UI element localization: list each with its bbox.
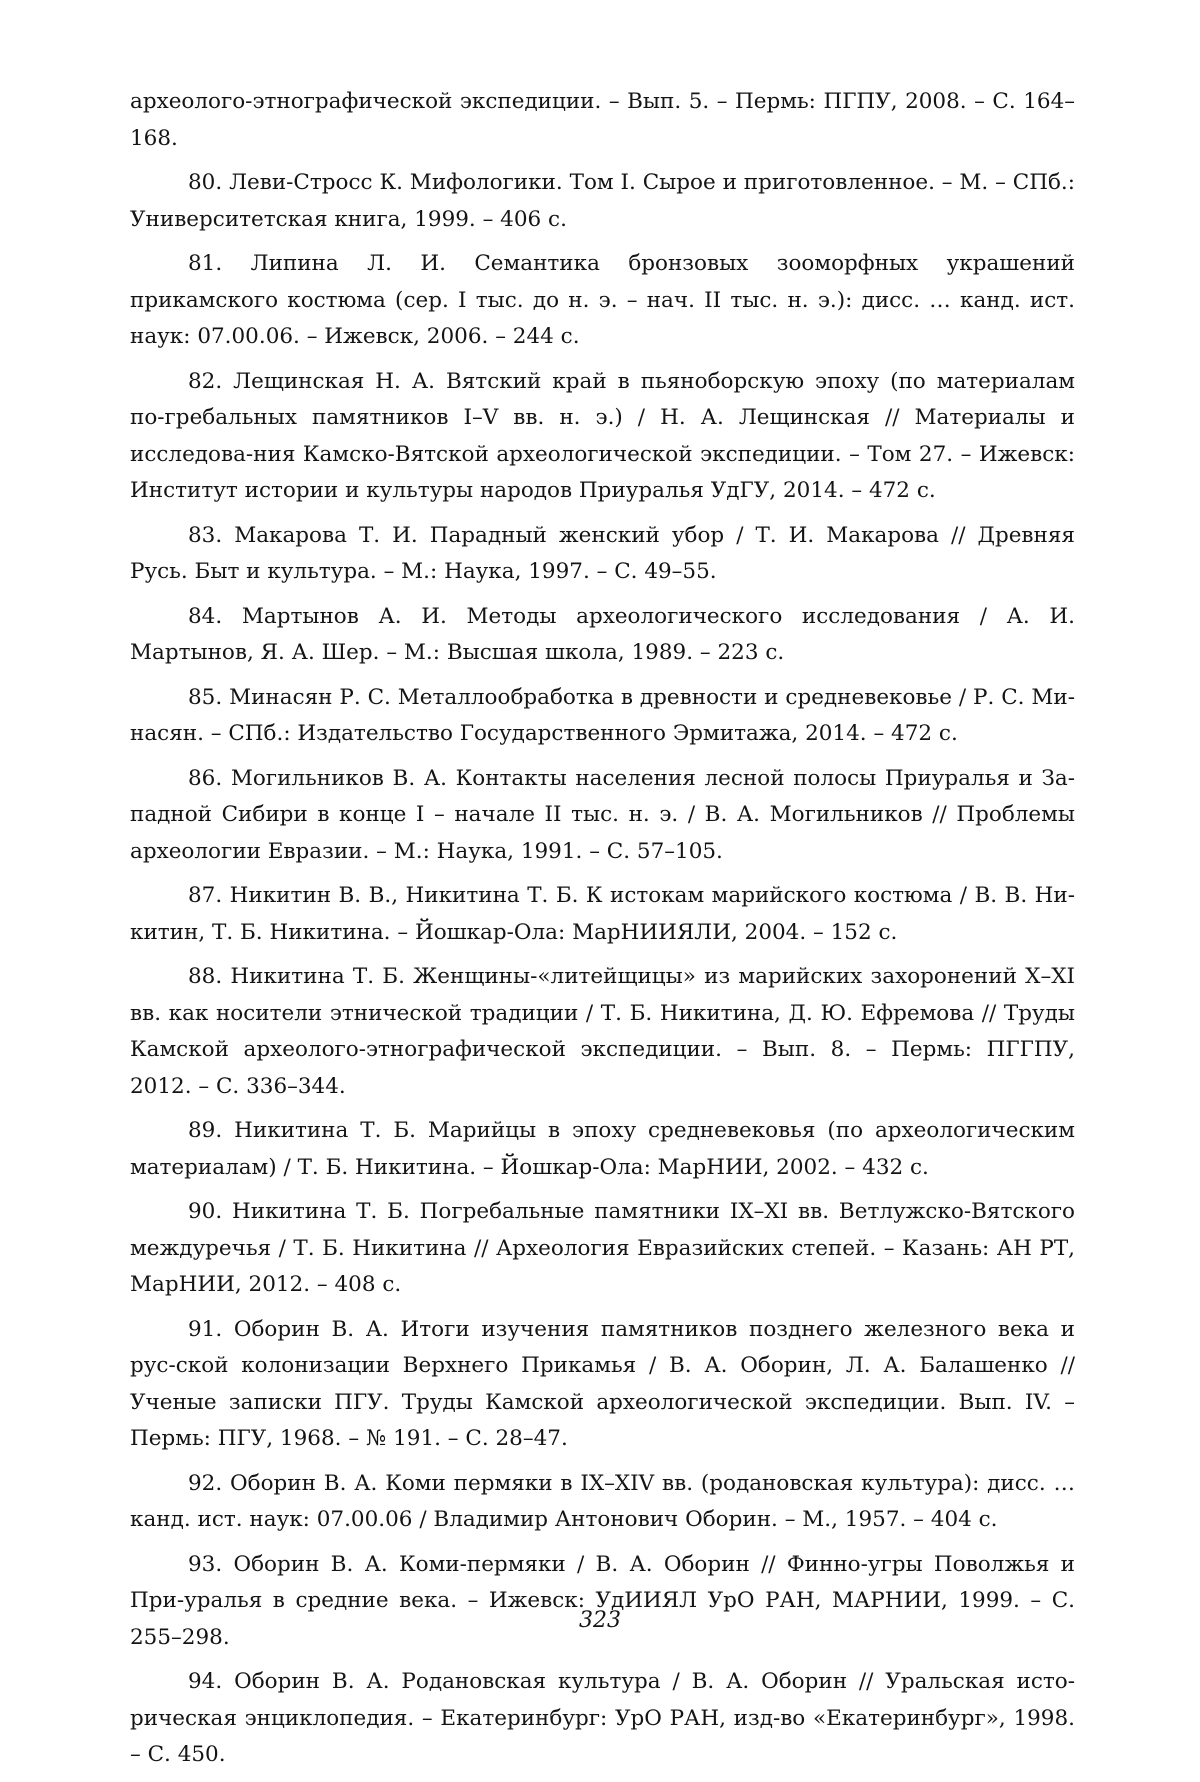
bibliography-entry-92: 92. Оборин В. А. Коми пермяки в IX–XIV вв. (родановская культура): дисс. … канд. ист. наук: 07.00.06 / Владимир Антонович Оборин. – М., 1957. – 404 с. — [130, 1470, 1075, 1532]
bibliography-entry-88: 88. Никитина Т. Б. Женщины-«литейщицы» из марийских захоронений X–XI вв. как носители этнической традиции / Т. Б. Никитина, Д. Ю. Ефремова // Труды Камской археолого-этнографической экспедиции. – Вып. 8. – Пермь: ПГГПУ, 2012. – С. 336–344. — [130, 964, 1075, 1099]
bibliography-entry-93: 93. Оборин В. А. Коми-пермяки / В. А. Оборин // Финно-угры Поволжья и При-уралья в средние века. – Ижевск: УдИИЯЛ УрО РАН, МАРНИИ, 1999. – С. 255–298. — [130, 1551, 1075, 1650]
bibliography-entry-83: 83. Макарова Т. И. Парадный женский убор / Т. И. Макарова // Древняя Русь. Быт и культура. – М.: Наука, 1997. – С. 49–55. — [130, 522, 1075, 584]
bibliography-entry-82: 82. Лещинская Н. А. Вятский край в пьяноборскую эпоху (по материалам по-гребальных памятников I–V вв. н. э.) / Н. А. Лещинская // Материалы и исследова-ния Камско-Вятской археологической экспедиции. – Том 27. – Ижевск: Институт истории и культуры народов Приуралья УдГУ, 2014. – 472 с. — [130, 368, 1075, 503]
bibliography-entry-continued: археолого-этнографической экспедиции. – Вып. 5. – Пермь: ПГПУ, 2008. – С. 164–168. — [130, 89, 1075, 151]
bibliography-entry-94: 94. Оборин В. А. Родановская культура / В. А. Оборин // Уральская исто-рическая энциклопедия. – Екатеринбург: УрО РАН, изд-во «Екатеринбург», 1998. – С. 450. — [130, 1669, 1075, 1767]
bibliography-entry-89: 89. Никитина Т. Б. Марийцы в эпоху средневековья (по археологическим материалам) / Т. Б. Никитина. – Йошкар-Ола: МарНИИ, 2002. – 432 с. — [130, 1118, 1075, 1180]
bibliography-entry-86: 86. Могильников В. А. Контакты населения лесной полосы Приуралья и За-падной Сибири в конце I – начале II тыс. н. э. / В. А. Могильников // Проблемы археологии Евразии. – М.: Наука, 1991. – С. 57–105. — [130, 765, 1075, 864]
bibliography-entry-84: 84. Мартынов А. И. Методы археологического исследования / А. И. Мартынов, Я. А. Шер. – М.: Высшая школа, 1989. – 223 с. — [130, 603, 1075, 665]
bibliography-entry-90: 90. Никитина Т. Б. Погребальные памятники IX–XI вв. Ветлужско-Вятского междуречья / Т. Б. Никитина // Археология Евразийских степей. – Казань: АН РТ, МарНИИ, 2012. – 408 с. — [130, 1199, 1075, 1297]
bibliography-entry-85: 85. Минасян Р. С. Металлообработка в древности и средневековье / Р. С. Ми-насян. – СПб.: Издательство Государственного Эрмитажа, 2014. – 472 с. — [130, 684, 1075, 746]
page-number: 323 — [579, 1608, 621, 1633]
bibliography-entry-91: 91. Оборин В. А. Итоги изучения памятников позднего железного века и рус-ской колонизации Верхнего Прикамья / В. А. Оборин, Л. А. Балашенко // Ученые записки ПГУ. Труды Камской археологической экспедиции. Вып. IV. – Пермь: ПГУ, 1968. – № 191. – С. 28–47. — [130, 1316, 1075, 1451]
bibliography-entry-81: 81. Липина Л. И. Семантика бронзовых зооморфных украшений прикамского костюма (сер. I тыс. до н. э. – нач. II тыс. н. э.): дисс. … канд. ист. наук: 07.00.06. – Ижевск, 2006. – 244 с. — [130, 251, 1075, 349]
bibliography-entry-80: 80. Леви-Стросс К. Мифологики. Том I. Сырое и приготовленное. – М. – СПб.: Университетская книга, 1999. – 406 с. — [130, 170, 1075, 232]
bibliography-list — [130, 84, 1075, 1782]
bibliography-entry-87: 87. Никитин В. В., Никитина Т. Б. К истокам марийского костюма / В. В. Ни-китин, Т. Б. Никитина. – Йошкар-Ола: МарНИИЯЛИ, 2004. – 152 с. — [130, 883, 1075, 945]
